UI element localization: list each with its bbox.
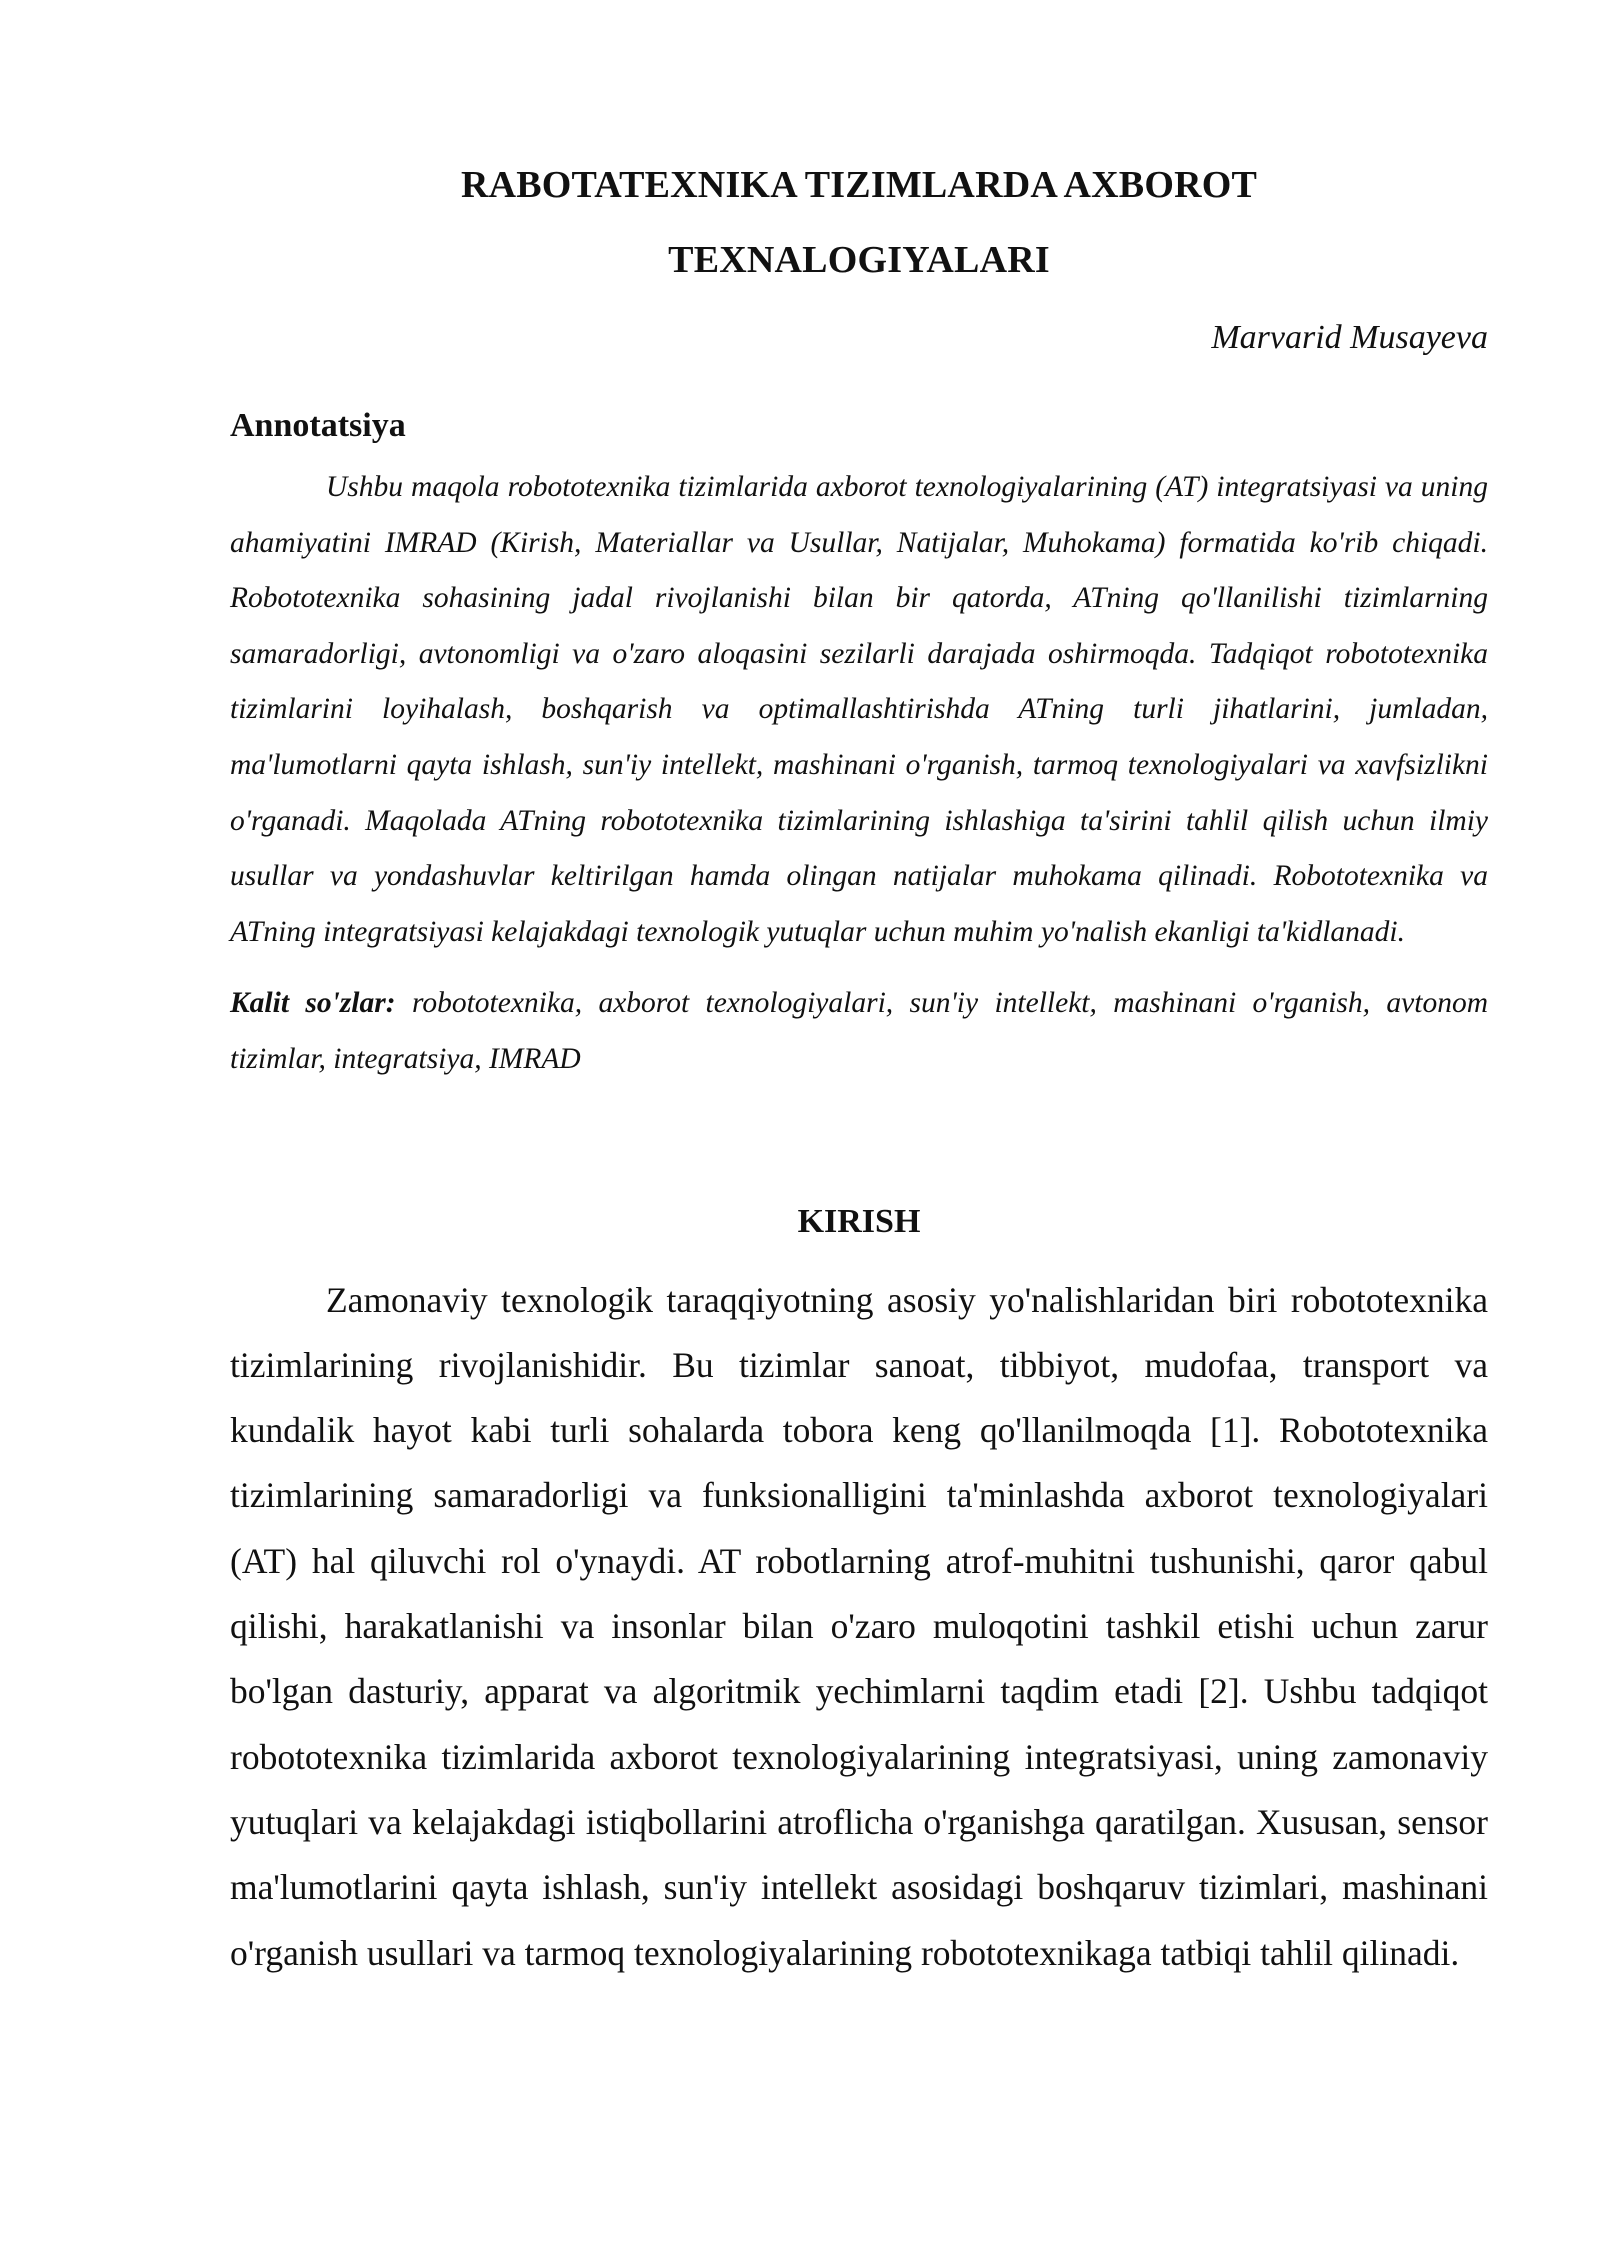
title-line-2: TEXNALOGIYALARI	[668, 239, 1050, 281]
keywords-list: robototexnika, axborot texnologiyalari, sun'iy intellekt, mashinani o'rganish, avtonom tizimlar, integratsiya, IMRAD	[230, 987, 1489, 1075]
abstract-heading: Annotatsiya	[230, 407, 406, 444]
intro-paragraph: Zamonaviy texnologik taraqqiyotning asosiy yo'nalishlaridan biri robototexnika tizimlarining rivojlanishidir. Bu tizimlar sanoat, tibbiyot, mudofaa, transport va kundalik hayot kabi turli sohalarda tobora keng qo'llanilmoqda [1]. Robototexnika tizimlarining samaradorligi va funksionalligini ta'minlashda axborot texnologiyalari (AT) hal qiluvchi rol o'ynaydi. AT robotlarning atrof-muhitni tushunishi, qaror qabul qilishi, harakatlanishi va insonlar bilan o'zaro muloqotini tashkil etishi uchun zarur bo'lgan dasturiy, apparat va algoritmik yechimlarni taqdim etadi [2]. Ushbu tadqiqot robototexnika tizimlarida axborot texnologiyalarining integratsiyasi, uning zamonaviy yutuqlari va kelajakdagi istiqbollarini atroflicha o'rganishga qaratilgan. Xususan, sensor ma'lumotlarini qayta ishlash, sun'iy intellekt asosidagi boshqaruv tizimlari, mashinani o'rganish usullari va tarmoq texnologiyalarining robototexnikaga tatbiqi tahlil qilinadi.	[230, 1279, 1488, 1973]
section-heading-kirish: KIRISH	[797, 1202, 921, 1240]
keywords-paragraph	[230, 976, 1488, 1087]
paper-title	[230, 148, 1488, 298]
abstract-paragraph: Ushbu maqola robototexnika tizimlarida axborot texnologiyalarining (AT) integratsiyasi va uning ahamiyatini IMRAD (Kirish, Materiallar va Usullar, Natijalar, Muhokama) formatida ko'rib chiqadi. Robototexnika sohasining jadal rivojlanishi bilan bir qatorda, ATning qo'llanilishi tizimlarning samaradorligi, avtonomligi va o'zaro aloqasini sezilarli darajada oshirmoqda. Tadqiqot robototexnika tizimlarini loyihalash, boshqarish va optimallashtirishda ATning turli jihatlarini, jumladan, ma'lumotlarni qayta ishlash, sun'iy intellekt, mashinani o'rganish, tarmoq texnologiyalari va xavfsizlikni o'rganadi. Maqolada ATning robototexnika tizimlarining ishlashiga ta'sirini tahlil qilish uchun ilmiy usullar va yondashuvlar keltirilgan hamda olingan natijalar muhokama qilinadi. Robototexnika va ATning integratsiyasi kelajakdagi texnologik yutuqlar uchun muhim yo'nalish ekanligi ta'kidlanadi.	[230, 471, 1488, 948]
page-content	[230, 148, 1488, 1986]
author-name: Marvarid Musayeva	[1211, 319, 1488, 356]
title-line-1: RABOTATEXNIKA TIZIMLARDA AXBOROT	[460, 164, 1258, 206]
keywords-label: Kalit so'zlar:	[230, 987, 396, 1020]
